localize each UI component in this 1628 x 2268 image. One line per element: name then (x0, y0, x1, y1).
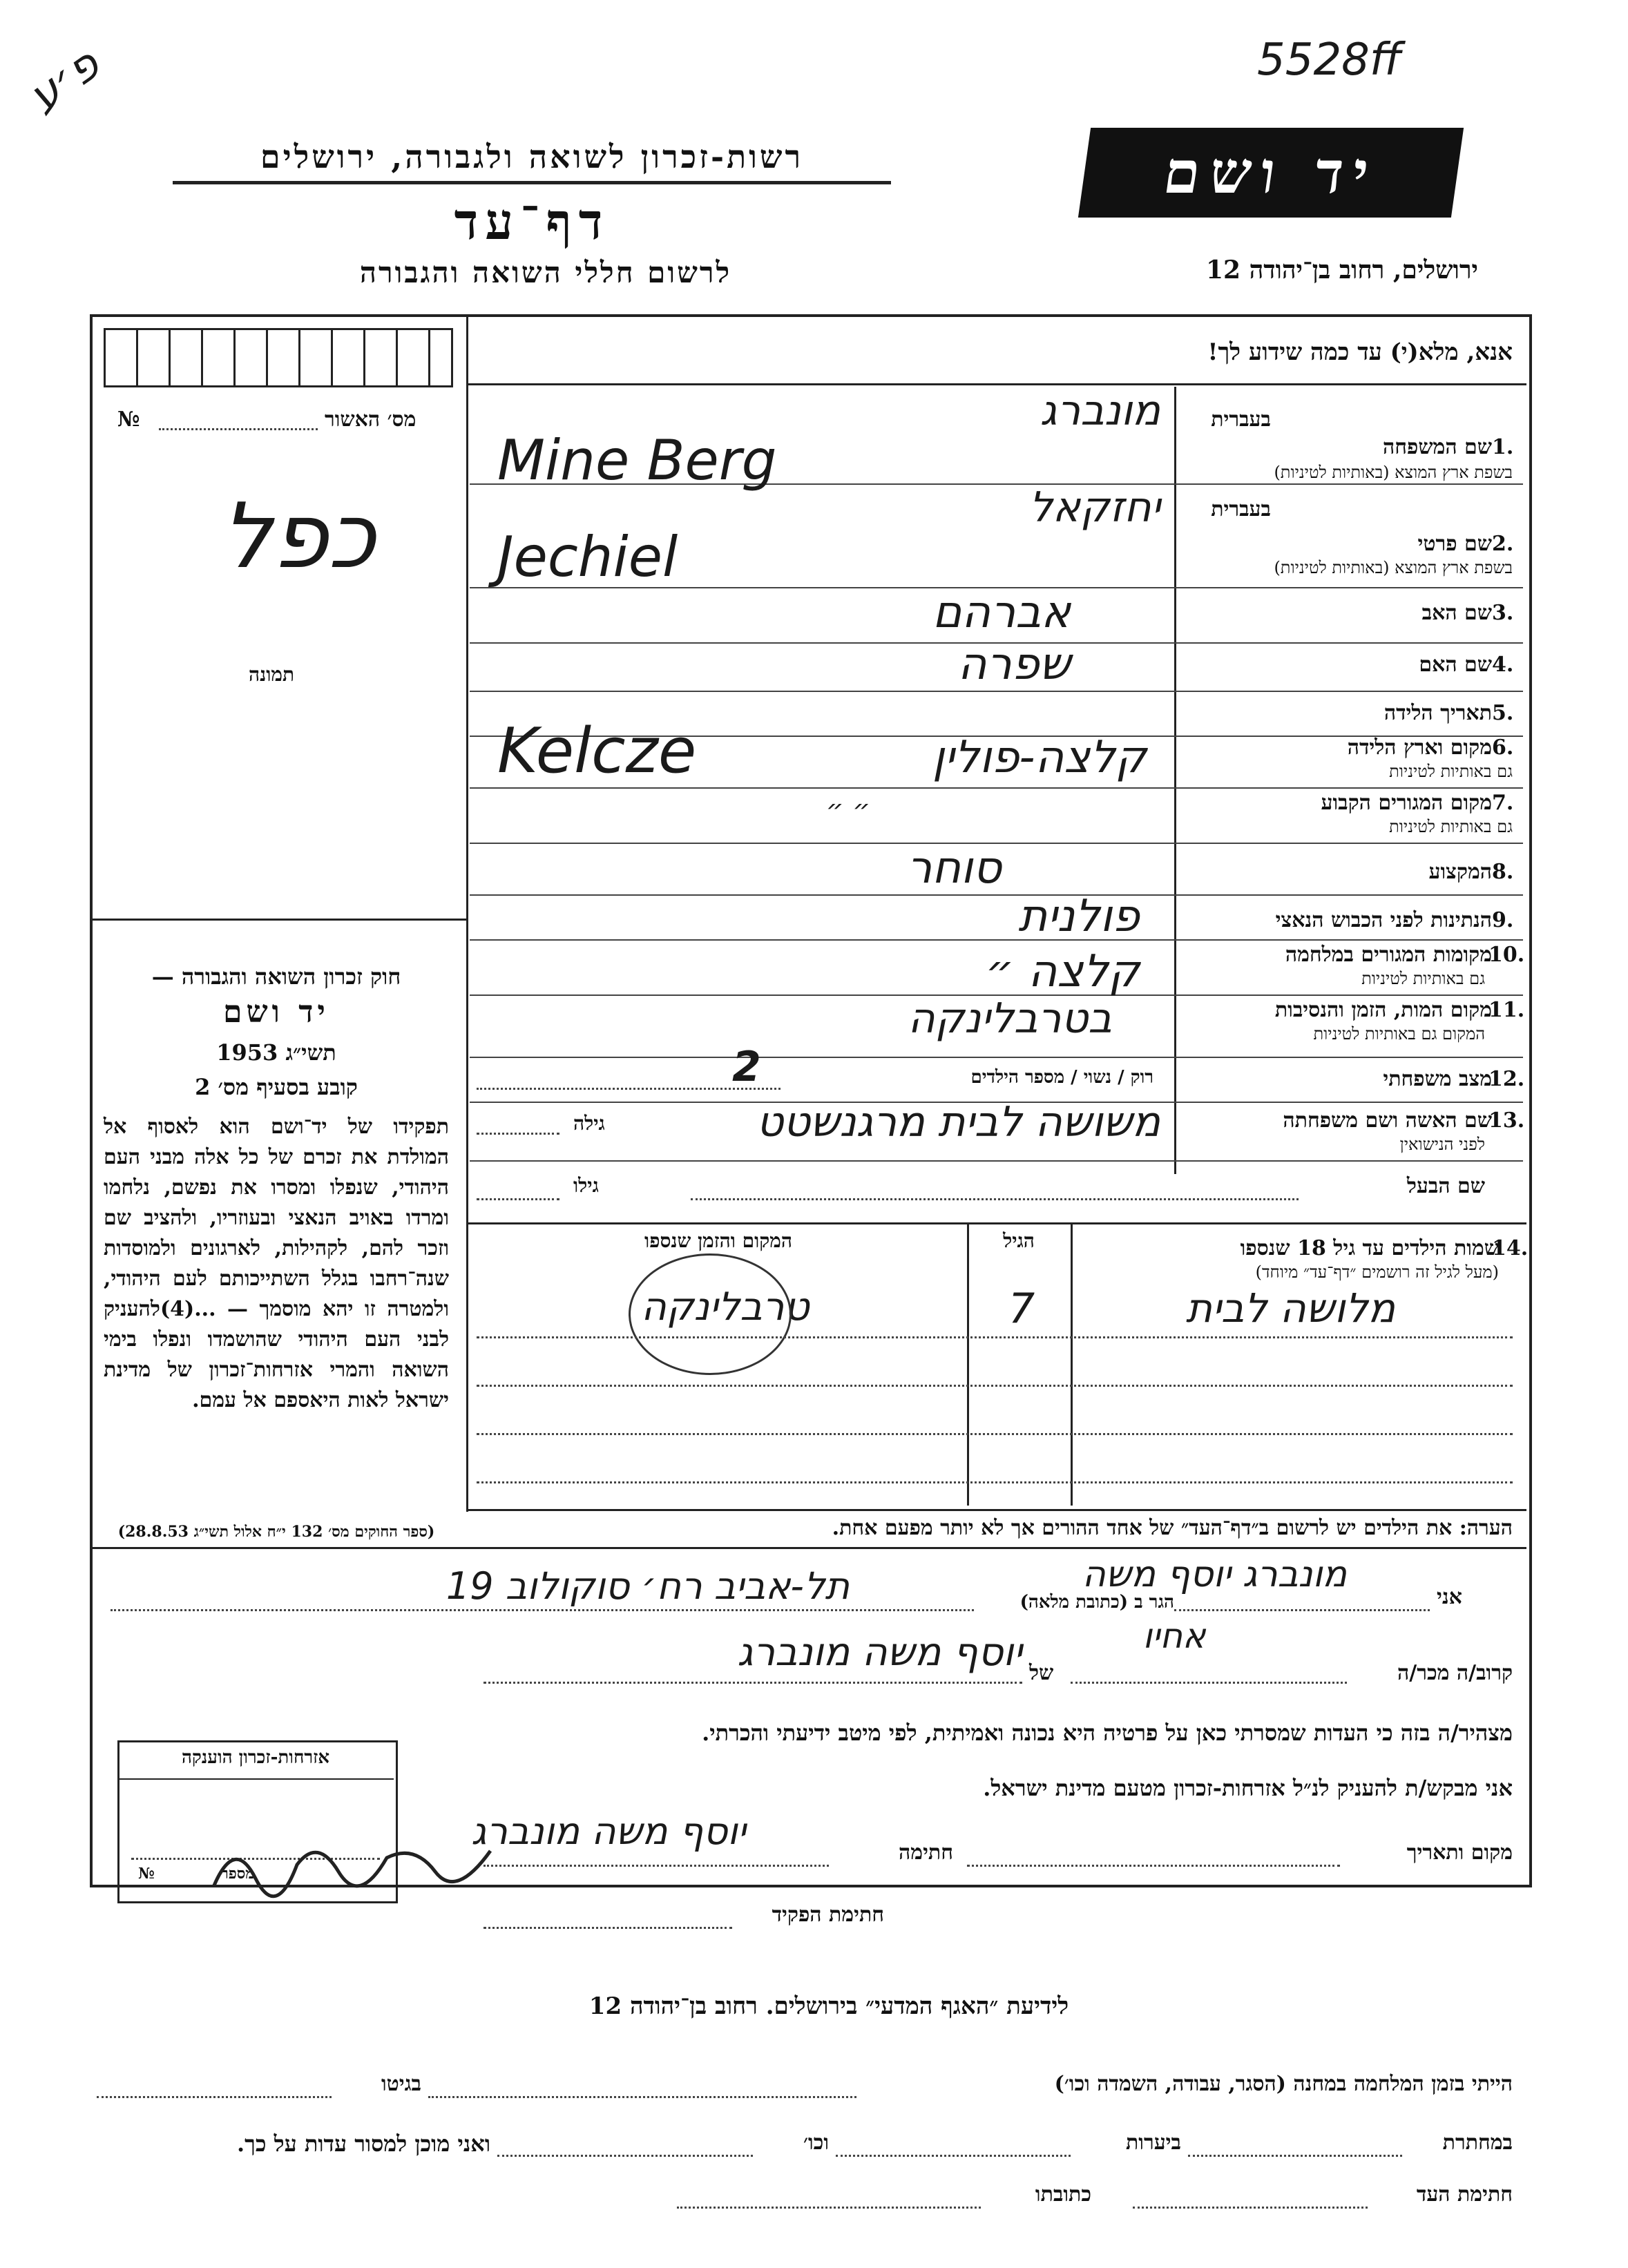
field-8-label: המקצוע (1428, 860, 1492, 884)
field-4-num: 4. (1492, 653, 1514, 677)
witness-i-label: אני (1437, 1585, 1462, 1609)
witness-address: תל-אביב רח׳ סוקולוב 19 (446, 1564, 850, 1608)
field-1-tag: בעברית (1211, 407, 1271, 432)
field-2-num: 2. (1492, 532, 1514, 556)
husband-age-label: גילו (573, 1174, 599, 1197)
witness-relative-label: קרוב/ה מכר/ה (1397, 1661, 1513, 1685)
footer-line2-c: וכו׳ (803, 2131, 829, 2155)
field-13-sub: לפני הנישואין (1399, 1135, 1485, 1154)
footer-line3-a: חתימת העד (1416, 2182, 1513, 2207)
field-6-label: מקום וארץ הלידה (1347, 736, 1492, 760)
place-date-label: מקום ותאריך (1406, 1841, 1513, 1865)
law-clause: קובע בסעיף מס׳ 2 (195, 1074, 358, 1100)
field-2-label: שם פרטי (1417, 532, 1492, 556)
footer-notice: לידיעת ״האגף המדעי״ בירושלים. רחוב בן־יהודה 12 (588, 1992, 1069, 2020)
field-5-label: תאריך הלידה (1383, 701, 1492, 725)
children-col-place: המקום והזמן שנספו (644, 1229, 792, 1252)
field-10-label: מקומות המגורים במלחמה (1285, 943, 1492, 967)
field-11-value-he: בטרבלינקה (908, 994, 1112, 1043)
certificate-number-label: מספר (221, 1865, 255, 1883)
clerk-signature-scribble (207, 1823, 497, 1906)
signature-label: חתימה (899, 1841, 953, 1865)
field-8-num: 8. (1492, 860, 1514, 884)
field-3-label: שם האב (1421, 601, 1492, 625)
photo-handwriting: כפל (221, 483, 376, 588)
corner-annotation: פ׳ע (19, 39, 110, 123)
field-12-value: 2 (732, 1043, 761, 1091)
child-1-name: מלושה לבית (1185, 1285, 1395, 1332)
field-9-num: 9. (1492, 908, 1514, 932)
footer-line2-b: ביערות (1125, 2131, 1181, 2155)
child-1-age: 7 (1008, 1285, 1035, 1333)
witness-name: מונברג יוסף משה (1082, 1554, 1347, 1595)
certificate-sign: № (138, 1865, 155, 1883)
law-title: חוק זכרון השואה והגבורה — (151, 963, 401, 990)
field-12-label: מצב משפחתי (1383, 1067, 1492, 1091)
field-12-num: 12. (1488, 1067, 1525, 1091)
field-1-sub: בשפת ארץ המוצא (באותיות לטיניות) (1274, 463, 1513, 482)
footer-line1-end: בגיטו (381, 2072, 421, 2096)
field-13-label: שם האשה ושם משפחתה (1283, 1108, 1492, 1133)
field-9-value-he: פולנית (1018, 891, 1140, 942)
field-3-value-he: אברהם (932, 587, 1071, 638)
certificate-title: אזרחות-זכרון הוענקה (181, 1747, 330, 1768)
footer-line3-b: כתובתו (1035, 2182, 1091, 2207)
footer-line2-a: במחתרת (1442, 2131, 1513, 2155)
law-text: תפקידו של יד־ושם הוא לאסוף אל המולדת את זכרם של כל אלה מבני העם היהודי, שנפלו ומסרו את נפשם, נלחמו ומרדו באויב הנאצי ובעוזריו, ולהציב שם וזכר להם, לקהילות, לארגונים ולמוסדות שנה־רחבו בגלל השתייכותם לעם היהודי, ולמטרה זו יהא מוסמך — ...(4)להעניק לבני העם היהודי שהושמדו ונפלו בימי השואה והמרי אזרחות־זכרון של מדינת ישראל לאות היאספם אל עמם. (104, 1115, 449, 1412)
field-13-value-he: משושה לבית מרגנשטט (756, 1098, 1160, 1146)
law-name: יד ושם (223, 994, 329, 1030)
witness-declaration: מצהיר/ה בזה כי העדות שמסרתי כאן על פרטיה היא נכונה ואמיתית, לפי מיטב ידיעתי והכרתי. (702, 1720, 1513, 1746)
field-1-value-latin: Mine Berg (497, 428, 777, 492)
field-11-num: 11. (1488, 998, 1525, 1022)
field-5-num: 5. (1492, 701, 1514, 725)
approval-boxes (104, 328, 453, 387)
footer-line2-end: ואני מוכן למסור עדות על כך. (236, 2131, 490, 2157)
field-11-label: מקום המות, הזמן והנסיבות (1274, 998, 1492, 1022)
institution-name: רשות-זכרון לשואה ולגבורה, ירושלים (260, 138, 804, 175)
field-9-label: הנתינות לפני הכבוש הנאצי (1275, 908, 1492, 932)
field-4-value-he: שפרה (957, 639, 1071, 690)
children-label: שמות הילדים עד גיל 18 שנספו (1240, 1236, 1499, 1260)
child-1-place: טרבלינקה (641, 1285, 810, 1329)
field-6-sub: גם באותיות לטיניות (1389, 762, 1513, 781)
field-4-label: שם האם (1419, 653, 1492, 677)
law-year: תשי״ג 1953 (216, 1039, 336, 1066)
field-11-sub: המקום גם באותיות לטיניות (1313, 1024, 1485, 1044)
field-1-num: 1. (1492, 435, 1514, 459)
witness-resident-label: הגר ב (כתובת מלאה) (1019, 1592, 1174, 1613)
field-6-num: 6. (1492, 736, 1514, 760)
field-8-value-he: סוחר (907, 843, 1002, 894)
marital-options: רוק / נשוי / מספר הילדים (970, 1067, 1153, 1088)
place-circle (629, 1253, 792, 1375)
field-1-value-he: מונברג (1040, 387, 1160, 435)
field-6-value-he: קלצה-פולין (932, 732, 1147, 783)
age-label: גילה (573, 1112, 605, 1135)
field-7-label: מקום המגורים הקבוע (1321, 791, 1492, 815)
witness-request: אני מבקש/ת להעניק לנ״ל אזרחות-זכרון מטעם מדינת ישראל. (983, 1775, 1513, 1801)
form-title: דף־עד (454, 192, 610, 251)
approval-label: מס׳ האשור (325, 407, 416, 432)
footer-line1-label: הייתי בזמן המלחמה במחנה (הסגר, עבודה, השמדה וכו׳) (1054, 2072, 1513, 2096)
field-2-tag: בעברית (1211, 497, 1271, 521)
field-7-value-he: ״ ״ (825, 794, 870, 826)
field-3-num: 3. (1492, 601, 1514, 625)
field-7-num: 7. (1492, 791, 1514, 815)
field-10-sub: גם באותיות לטיניות (1361, 969, 1485, 988)
field-10-num: 10. (1488, 943, 1525, 967)
form-subtitle: לרשום חללי השואה והגבורה (359, 256, 732, 289)
field-13-num: 13. (1488, 1108, 1525, 1133)
address: ירושלים, רחוב בן־יהודה 12 (1205, 256, 1478, 285)
field-7-sub: גם באותיות לטיניות (1389, 817, 1513, 836)
field-2-value-latin: Jechiel (497, 525, 678, 589)
yad-vashem-logo (1078, 128, 1464, 218)
approval-no-sign: № (117, 407, 140, 432)
file-number: 5528ff (1257, 35, 1402, 86)
children-note: הערה: את הילדים יש לרשום ב״דף־העד״ של אחד ההורים אך לא יותר מפעם אחת. (832, 1516, 1513, 1540)
instruction: אנא, מלא(י) עד כמה שידוע לך! (1207, 338, 1513, 366)
witness-of-label: של (1029, 1661, 1054, 1685)
photo-label: תמונה (249, 663, 295, 686)
field-10-value-he: קלצה ״ (985, 946, 1140, 997)
children-sub: (מעל לגיל זה רושמים ״דף־עד״ מיוחד) (1255, 1262, 1499, 1282)
field-2-sub: בשפת ארץ המוצא (באותיות לטיניות) (1274, 558, 1513, 577)
logo-text: יד ושם (1159, 138, 1383, 206)
law-reference: (ספר החוקים מס׳ 132 י״ח אלול תשי״ג 28.8.53) (117, 1523, 435, 1541)
children-col-age: הגיל (1003, 1229, 1035, 1252)
witness-of-value: יוסף משה מונברג (737, 1630, 1022, 1675)
clerk-label: חתימת הפקיד (772, 1903, 884, 1927)
field-6-value-latin: Kelcze (497, 715, 697, 787)
signature-value: יוסף משה מונברג (471, 1809, 746, 1853)
field-1-label: שם המשפחה (1382, 435, 1492, 459)
children-num: 14. (1492, 1236, 1529, 1260)
field-2-value-he: יחזקאל (1028, 483, 1160, 532)
witness-relative-value: אחיו (1142, 1616, 1206, 1656)
husband-label: שם הבעל (1406, 1174, 1485, 1198)
